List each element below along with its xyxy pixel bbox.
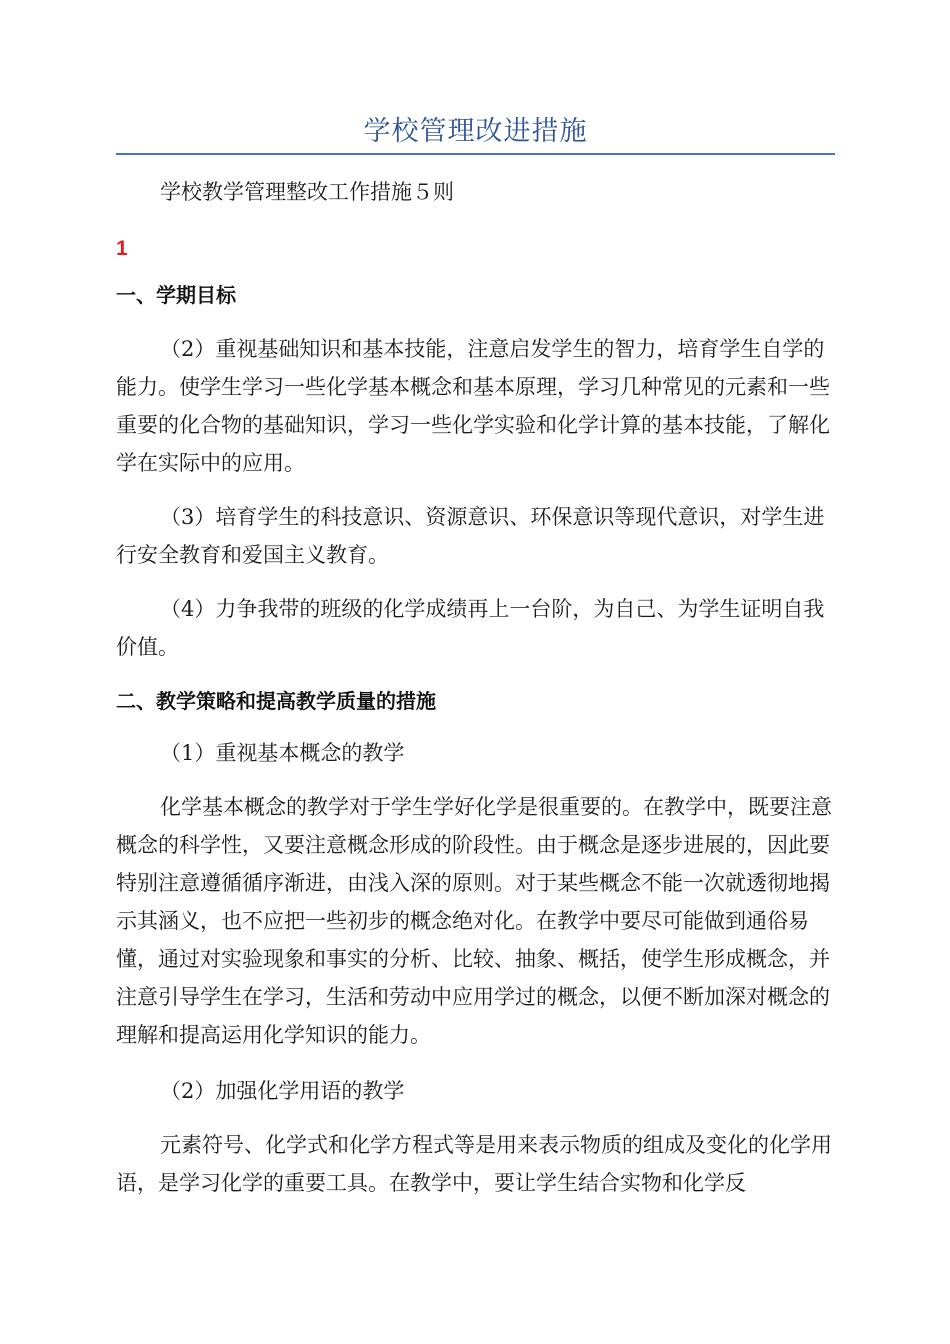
heading-semester-goals: 一、学期目标: [116, 283, 236, 307]
document-title: 学校管理改进措施: [363, 116, 588, 147]
section-number: 1: [116, 237, 128, 260]
paragraph-goal-3: （3）培育学生的科技意识、资源意识、环保意识等现代意识，对学生进行安全教育和爱国主义教育。: [116, 505, 825, 567]
paragraph-goal-2: （2）重视基础知识和基本技能，注意启发学生的智力，培育学生自学的能力。使学生学习一些化学基本概念和基本原理，学习几种常见的元素和一些重要的化合物的基础知识，学习一些化学实验和化学计算的基本技能，了解化学在实际中的应用。: [116, 337, 830, 475]
paragraph-concept-teaching: 化学基本概念的教学对于学生学好化学是很重要的。在教学中，既要注意概念的科学性，又要注意概念形成的阶段性。由于概念是逐步进展的，因此要特别注意遵循循序渐进，由浅入深的原则。对于某些概念不能一次就透彻地揭示其涵义，也不应把一些初步的概念绝对化。在教学中要尽可能做到通俗易懂，通过对实验现象和事实的分析、比较、抽象、概括，使学生形成概念，并注意引导学生在学习，生活和劳动中应用学过的概念，以便不断加深对概念的理解和提高运用化学知识的能力。: [116, 795, 832, 1047]
paragraph-goal-4: （4）力争我带的班级的化学成绩再上一台阶，为自己、为学生证明自我价值。: [116, 597, 825, 659]
document-subtitle: 学校教学管理整改工作措施５则: [160, 180, 454, 204]
paragraph-chemical-terms: 元素符号、化学式和化学方程式等是用来表示物质的组成及变化的化学用语，是学习化学的重要工具。在教学中，要让学生结合实物和化学反: [116, 1133, 832, 1195]
subheading-chemical-terms: （2）加强化学用语的教学: [160, 1079, 405, 1103]
title-underline: [116, 153, 835, 155]
heading-teaching-strategy: 二、教学策略和提高教学质量的措施: [116, 689, 436, 713]
subheading-basic-concepts: （1）重视基本概念的教学: [160, 741, 405, 765]
